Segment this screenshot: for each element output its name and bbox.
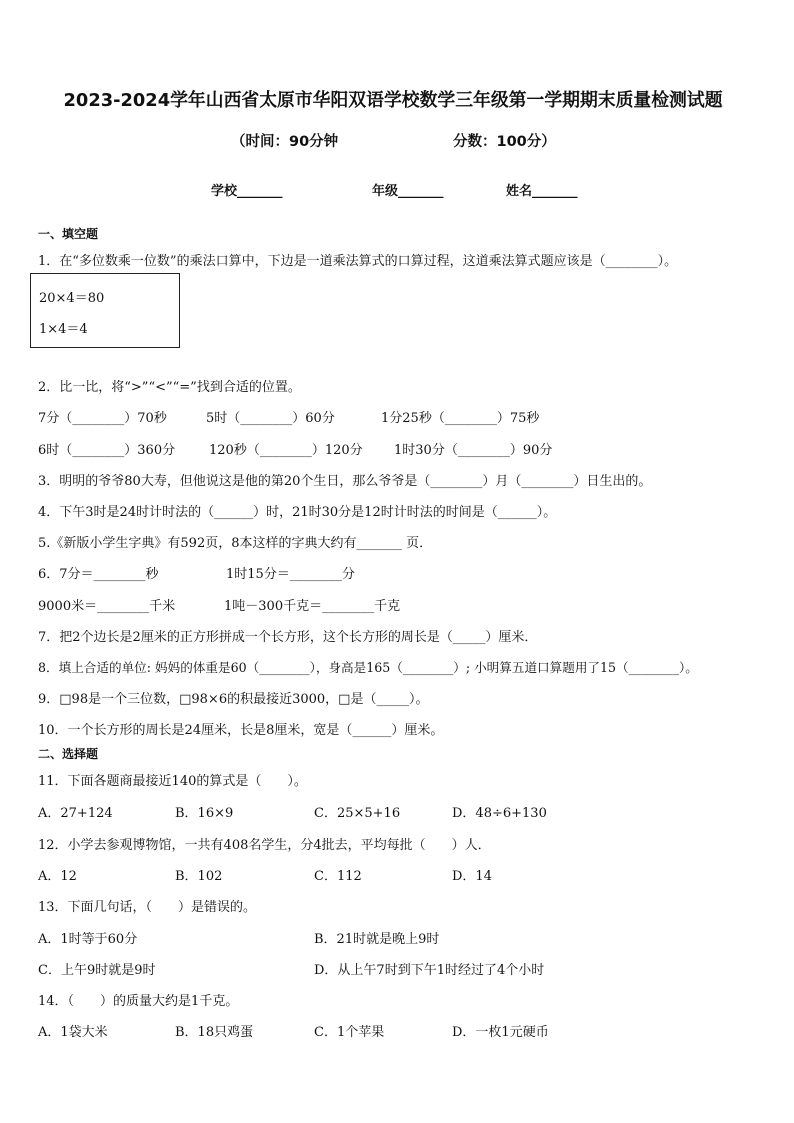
q2-item-5: 120秒（________）120分 [209, 443, 363, 458]
q2-item-3: 1分25秒（________）75秒 [381, 411, 540, 426]
q2-item-1: 7分（________）70秒 [38, 411, 167, 426]
name-field: 姓名_______ [506, 184, 578, 199]
question-6-c: 9000米＝________千米 [38, 599, 176, 614]
q2-item-2: 5时（________）60分 [206, 411, 335, 426]
school-field: 学校_______ [211, 184, 283, 199]
question-2: 2．比一比，将“>”“<”“=”找到合适的位置。 [38, 380, 301, 395]
question-8: 8．填上合适的单位: 妈妈的体重是60（________），身高是165（________）; 小明算五道口算题用了15（________）。 [38, 660, 698, 675]
time-limit: （时间：90分钟 [231, 134, 339, 150]
q14-option-b: B．18只鸡蛋 [175, 1025, 254, 1040]
section-fill-blank-title: 一、填空题 [38, 227, 99, 241]
q13-option-c: C．上午9时就是9时 [38, 963, 156, 978]
calc-line-2: 1×4＝4 [39, 322, 88, 337]
question-11: 11．下面各题商最接近140的算式是（ ）。 [38, 774, 307, 789]
question-6-d: 1吨－300千克＝________千克 [224, 599, 401, 614]
question-6-a: 6．7分＝________秒 [38, 567, 159, 582]
calc-line-1: 20×4＝80 [39, 291, 105, 306]
section-choice-title: 二、选择题 [38, 747, 99, 761]
calculation-box [30, 273, 180, 348]
q12-option-b: B．102 [175, 869, 223, 884]
exam-title: 2023-2024学年山西省太原市华阳双语学校数学三年级第一学期期末质量检测试题 [63, 90, 723, 111]
q2-item-6: 1时30分（________）90分 [394, 443, 553, 458]
q13-option-b: B．21时就是晚上9时 [314, 932, 440, 947]
q14-option-c: C．1个苹果 [314, 1025, 385, 1040]
grade-field: 年级_______ [372, 184, 444, 199]
question-10: 10．一个长方形的周长是24厘米，长是8厘米，宽是（______）厘米。 [38, 723, 444, 738]
question-13: 13．下面几句话，（ ）是错误的。 [38, 900, 257, 915]
question-9: 9．□98是一个三位数，□98×6的积最接近3000，□是（_____）。 [38, 692, 429, 707]
question-5: 5.《新版小学生字典》有592页，8本这样的字典大约有_______ 页． [38, 536, 433, 551]
q13-option-a: A．1时等于60分 [38, 932, 138, 947]
q12-option-d: D．14 [452, 869, 492, 884]
total-score: 分数：100分） [453, 134, 556, 150]
q11-option-c: C．25×5+16 [314, 806, 401, 821]
question-4: 4．下午3时是24时计时法的（______）时，21时30分是12时计时法的时间是（______）。 [38, 505, 557, 520]
q14-option-a: A．1袋大米 [38, 1025, 108, 1040]
question-6-b: 1时15分＝________分 [226, 567, 355, 582]
q12-option-a: A．12 [38, 869, 77, 884]
q11-option-a: A．27+124 [38, 806, 113, 821]
q11-option-b: B．16×9 [175, 806, 234, 821]
q13-option-d: D．从上午7时到下午1时经过了4个小时 [314, 963, 545, 978]
q14-option-d: D．一枚1元硬币 [452, 1025, 549, 1040]
question-12: 12．小学去参观博物馆，一共有408名学生，分4批去，平均每批（ ）人． [38, 838, 491, 853]
q11-option-d: D．48÷6+130 [452, 806, 547, 821]
question-3: 3．明明的爷爷80大寿，但他说这是他的第20个生日，那么爷爷是（________）月（________）日生出的。 [38, 474, 652, 489]
question-7: 7．把2个边长是2厘米的正方形拼成一个长方形，这个长方形的周长是（_____）厘米． [38, 630, 538, 645]
q12-option-c: C．112 [314, 869, 362, 884]
q2-item-4: 6时（________）360分 [38, 443, 176, 458]
question-1: 1．在“多位数乘一位数”的乘法口算中，下边是一道乘法算式的口算过程，这道乘法算式题应该是（________）。 [38, 254, 678, 269]
question-14: 14．（ ）的质量大约是1千克。 [38, 994, 239, 1009]
